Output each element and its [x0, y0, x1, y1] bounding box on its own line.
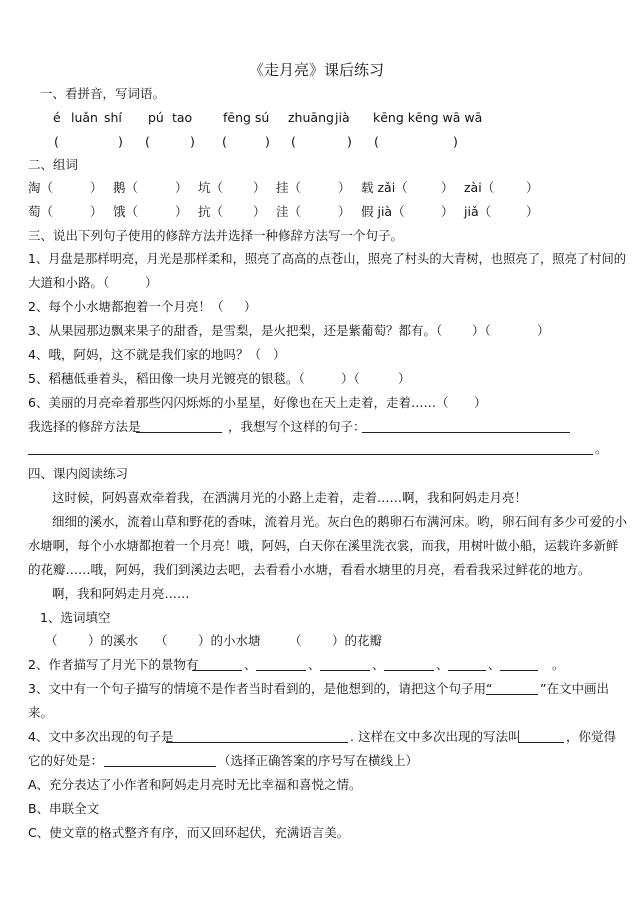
word-item: ） — [338, 204, 351, 219]
word-item: 坑（ — [198, 180, 224, 195]
separator: 、 — [488, 657, 501, 672]
question-text: 4、文中多次出现的句子是 — [28, 729, 174, 744]
question-text: 2、每个小水塘都抱着一个月亮！（ — [28, 299, 224, 314]
question-text: 来。 — [28, 705, 54, 720]
question-text: 大道和小路。（ — [28, 275, 110, 290]
pinyin: tao — [172, 110, 193, 125]
pinyin: fēng sú — [223, 110, 270, 125]
word-item: ）的溪水 — [88, 633, 139, 648]
answer-blank[interactable] — [448, 670, 486, 671]
word-item: ） — [253, 204, 266, 219]
paren: （ — [155, 633, 168, 648]
paren: （ — [289, 633, 302, 648]
answer-blank[interactable] — [384, 670, 434, 671]
paren: ） — [145, 275, 158, 290]
paren: （ — [45, 633, 58, 648]
paren: ( — [291, 134, 296, 149]
question-text: 1、选词填空 — [40, 610, 111, 625]
paren: ) — [190, 134, 195, 149]
answer-period: 。 — [595, 441, 608, 456]
option-b: B、串联全文 — [28, 801, 100, 816]
question-text: . 这样在文中多次出现的写法叫 — [350, 729, 521, 744]
answer-blank[interactable] — [192, 670, 242, 671]
word-item: ） — [526, 204, 539, 219]
paren: ( — [145, 134, 150, 149]
answer-blank[interactable] — [256, 670, 306, 671]
pinyin: shí — [104, 110, 122, 125]
section-3-heading: 三、说出下列句子使用的修辞方法并选择一种修辞方法写一个句子。 — [28, 228, 404, 243]
answer-blank[interactable] — [28, 454, 593, 455]
paren: ( — [222, 134, 227, 149]
paren: ） — [537, 323, 550, 338]
word-item: 假 jià（ — [361, 204, 405, 219]
word-item: ）的花瓣 — [332, 633, 383, 648]
question-text: 3、从果园那边飘来果子的甜香，是雪梨，是火把梨，还是紫葡萄？都有。（ — [28, 323, 443, 338]
paren: ( — [54, 134, 59, 149]
pinyin: kēng kēng wā wā — [373, 110, 483, 125]
word-item: 挂（ — [276, 180, 302, 195]
paren: ）（ — [472, 323, 491, 338]
pinyin: zhuāng — [288, 110, 334, 125]
word-item: 洼（ — [276, 204, 302, 219]
question-text: ，你觉得 — [566, 729, 617, 744]
separator: 、 — [372, 657, 385, 672]
paren: ) — [265, 134, 270, 149]
question-text: 4、哦，阿妈，这不就是我们家的地吗？（ — [28, 347, 261, 362]
word-item: ） — [441, 204, 454, 219]
answer-blank[interactable] — [500, 670, 538, 671]
word-item: ） — [90, 180, 103, 195]
separator: 、 — [244, 657, 257, 672]
pinyin: luǎn — [71, 110, 98, 125]
passage-paragraph: 水塘啊，每个小水塘都抱着一个月亮！哦，阿妈，白天你在溪里洗衣裳，而我，用树叶做小船，运载许多新鲜 — [28, 539, 619, 553]
separator: 、 — [308, 657, 321, 672]
question-text: 2、作者描写了月光下的景物有 — [28, 657, 199, 672]
answer-blank[interactable] — [486, 694, 538, 695]
page-title: 《走月亮》课后练习 — [249, 61, 385, 79]
word-item: ） — [253, 180, 266, 195]
word-item: ） — [175, 180, 188, 195]
paren: ） — [474, 395, 487, 410]
option-c: C、使文章的格式整齐有序，而又回环起伏，充满语言美。 — [28, 825, 350, 840]
section-2-heading: 二、组词 — [28, 157, 79, 172]
paren: ） — [244, 299, 257, 314]
paren: ) — [347, 134, 352, 149]
question-text: （选择正确答案的序号写在横线上） — [218, 753, 419, 768]
separator: 。 — [552, 657, 565, 672]
paren: ）（ — [341, 371, 360, 386]
answer-prompt: ，我想写个这样的句子： — [228, 419, 366, 434]
word-item: ） — [90, 204, 103, 219]
section-4-heading: 四、课内阅读练习 — [28, 466, 129, 481]
option-a: A、充分表达了小作者和阿妈走月亮时无比幸福和喜悦之情。 — [28, 777, 362, 792]
answer-blank[interactable] — [320, 670, 370, 671]
passage-paragraph: 细细的溪水，流着山草和野花的香味，流着月光。灰白色的鹅卵石布满河床。哟，卵石间有多少可爱的小 — [52, 514, 628, 529]
question-text: 6、美丽的月亮牵着那些闪闪烁烁的小星星，好像也在天上走着，走着……（ — [28, 395, 449, 410]
section-1-heading: 一、看拼音，写词语。 — [40, 86, 166, 101]
paren: ) — [118, 134, 123, 149]
word-item: ） — [441, 180, 454, 195]
answer-blank[interactable] — [136, 432, 222, 433]
question-text: ”在文中画出 — [540, 681, 609, 696]
pinyin: é — [53, 110, 61, 125]
word-item: jiǎ（ — [464, 204, 492, 219]
word-item: 抗（ — [198, 204, 224, 219]
word-item: 淘（ — [28, 180, 54, 195]
word-item: 载 zǎi（ — [361, 180, 408, 195]
answer-blank[interactable] — [362, 432, 570, 433]
answer-prompt: 我选择的修辞方法是 — [28, 419, 141, 434]
word-item: 萄（ — [28, 204, 54, 219]
question-text: 5、稻穗低垂着头，稻田像一块月光镀亮的银毯。（ — [28, 371, 305, 386]
paren: ) — [453, 134, 458, 149]
word-item: 鹅（ — [113, 180, 139, 195]
word-item: zài（ — [464, 180, 495, 195]
paren: ( — [374, 134, 379, 149]
separator: 、 — [436, 657, 449, 672]
question-text: 1、月盘是那样明亮，月光是那样柔和，照亮了高高的点苍山，照亮了村头的大青树，也照亮了，照亮了村间的 — [28, 252, 627, 266]
answer-blank[interactable] — [104, 766, 216, 767]
word-item: 饿（ — [113, 204, 139, 219]
question-text: 3、文中有一个句子描写的情境不是作者当时看到的，是他想到的，请把这个句子用“ — [28, 681, 493, 696]
question-text: 它的好处是： — [28, 753, 104, 768]
word-item: ） — [175, 204, 188, 219]
word-item: ） — [338, 180, 351, 195]
paren: ） — [398, 371, 411, 386]
answer-blank[interactable] — [166, 742, 348, 743]
passage-paragraph: 的花瓣……哦，阿妈，我们到溪边去吧，去看看小水塘，看看水塘里的月亮，看看我采过鲜花的地方。 — [28, 562, 591, 577]
pinyin: pú — [148, 110, 164, 125]
word-item: ）的小水塘 — [198, 633, 261, 648]
passage-paragraph: 这时候，阿妈喜欢牵着我，在洒满月光的小路上走着，走着……啊，我和阿妈走月亮！ — [52, 490, 528, 505]
passage-paragraph: 啊，我和阿妈走月亮…… — [52, 586, 190, 601]
paren: ） — [273, 347, 286, 362]
answer-blank[interactable] — [518, 742, 564, 743]
word-item: ） — [526, 180, 539, 195]
pinyin: jià — [335, 110, 350, 125]
